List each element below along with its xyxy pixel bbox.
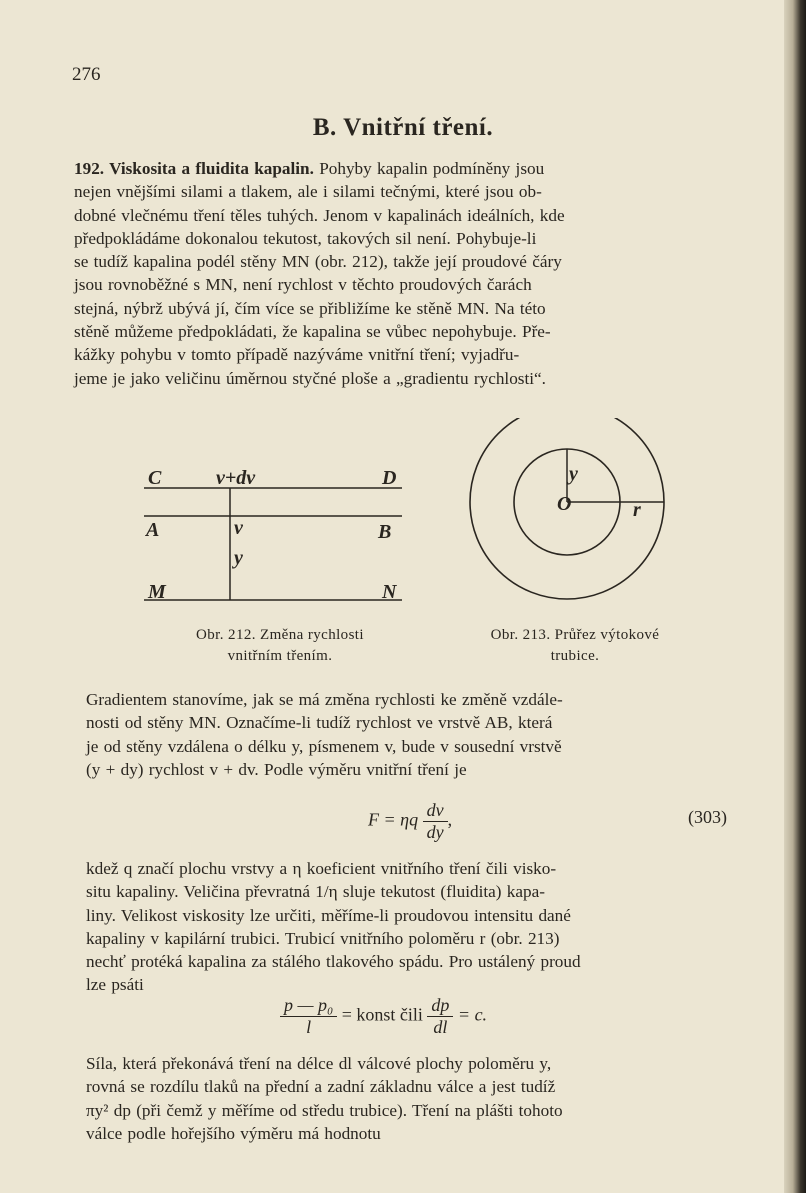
fraction-numerator: dv xyxy=(423,800,448,822)
paragraph-gradient xyxy=(86,688,736,781)
paragraph-viscosity-intro xyxy=(74,157,734,390)
label-N: N xyxy=(382,581,397,603)
fraction-numerator: dp xyxy=(427,995,453,1017)
paragraph-line: se tudíž kapalina podél stěny MN (obr. 212), takže její proudové čáry xyxy=(74,252,562,272)
paragraph-line: kdež q značí plochu vrstvy a η koeficient vnitřního tření čili visko- xyxy=(86,859,557,878)
paragraph-line: stěně můžeme předpokládati, že kapalina se vůbec nepohybuje. Pře- xyxy=(74,322,551,342)
paragraph-line: stejná, nýbrž ubývá jí, čím více se přibližíme ke stěně MN. Na této xyxy=(74,298,546,318)
paragraph-line: kážky pohybu v tomto případě nazýváme vnitřní tření; vyjadřu- xyxy=(74,345,520,365)
paragraph-line: (y + dy) rychlost v + dv. Podle výměru vnitřní tření je xyxy=(86,759,467,779)
paragraph-line: πy² dp (při čemž y měříme od středu trubice). Tření na plášti tohoto xyxy=(86,1100,563,1120)
paragraph-line: nejen vnějšími silami a tlakem, ale i silami tečnými, které jsou ob- xyxy=(74,182,542,202)
fraction-denominator: dy xyxy=(426,822,444,842)
label-y: y xyxy=(569,463,578,485)
paragraph-line: rovná se rozdílu tlaků na přední a zadní základnu válce a jest tudíž xyxy=(86,1077,556,1097)
equation-303 xyxy=(368,800,452,843)
paragraph-line: Síla, která překonává tření na délce dl válcové plochy poloměru y, xyxy=(86,1054,552,1073)
label-v-plus-dv: v+dv xyxy=(216,467,256,489)
equation-lhs: F = ηq xyxy=(368,809,419,830)
paragraph-viscosity-definition xyxy=(86,857,736,997)
fraction-pressure-diff xyxy=(280,995,337,1038)
label-C: C xyxy=(148,467,162,489)
paragraph-line: dobné vlečnému tření těles tuhých. Jenom v kapalinách ideálních, kde xyxy=(74,205,565,225)
figure-213-caption: Obr. 213. Průřez výtokové trubice. xyxy=(490,627,660,664)
fraction-numerator: p — p₀ xyxy=(280,995,337,1017)
paragraph-line: kapaliny v kapilární trubici. Trubicí vnitřního poloměru r (obr. 213) xyxy=(86,928,560,948)
book-binding-shadow xyxy=(784,0,806,1193)
paragraph-line: jsou rovnoběžné s MN, není rychlost v těchto proudových čarách xyxy=(74,275,532,295)
label-A: A xyxy=(146,519,160,541)
figure-212-caption: Obr. 212. Změna rychlosti vnitřním třením. xyxy=(196,627,364,664)
fraction-dp-dl xyxy=(427,995,453,1038)
paragraph-line: liny. Velikost viskosity lze určiti, měříme-li proudovou intensitu dané xyxy=(86,905,571,925)
paragraph-line: 192. Viskosita a fluidita kapalin. Pohyby kapalin podmíněny jsou xyxy=(74,159,545,178)
figure-212-diagram xyxy=(130,460,420,610)
label-v: v xyxy=(234,517,243,539)
paragraph-line: je od stěny vzdálena o délku y, písmenem v, bude v sousední vrstvě xyxy=(86,736,562,756)
paragraph-line: situ kapaliny. Veličina převratná 1/η sluje tekutost (fluidita) kapa- xyxy=(86,882,545,902)
paragraph-line: nechť protéká kapalina za stálého tlakového spádu. Pro ustálený proud xyxy=(86,952,581,972)
fraction-denominator: l xyxy=(306,1017,312,1037)
fraction-dv-dy xyxy=(423,800,448,843)
label-O: O xyxy=(557,493,572,515)
label-y: y xyxy=(234,547,243,569)
paragraph-friction-force xyxy=(86,1052,736,1145)
section-heading: B. Vnitřní tření. xyxy=(312,114,494,141)
paragraph-line: jeme je jako veličinu úměrnou styčné ploše a „gradientu rychlosti“. xyxy=(74,368,546,388)
figure-213-diagram xyxy=(465,418,675,618)
equation-number: (303) xyxy=(688,807,727,827)
equation-tail: = c. xyxy=(457,1004,488,1025)
equation-middle: = konst čili xyxy=(341,1004,423,1025)
label-B: B xyxy=(378,521,392,543)
equation-tail: , xyxy=(447,809,453,830)
page-number: 276 xyxy=(72,64,101,85)
paragraph-line: předpokládáme dokonalou tekutost, takových sil není. Pohybuje-li xyxy=(74,228,537,248)
paragraph-line: lze psáti xyxy=(86,975,144,995)
paragraph-line: válce podle hořejšího výměru má hodnotu xyxy=(86,1123,381,1143)
section-number-title: 192. Viskosita a fluidita kapalin. xyxy=(74,159,314,178)
label-D: D xyxy=(382,467,397,489)
label-r: r xyxy=(633,499,641,521)
paragraph-line: Gradientem stanovíme, jak se má změna rychlosti ke změně vzdále- xyxy=(86,690,563,709)
paragraph-line: nosti od stěny MN. Označíme-li tudíž rychlost ve vrstvě AB, která xyxy=(86,713,553,733)
equation-pressure-gradient xyxy=(280,995,487,1038)
label-M: M xyxy=(148,581,166,603)
fraction-denominator: dl xyxy=(433,1017,448,1037)
